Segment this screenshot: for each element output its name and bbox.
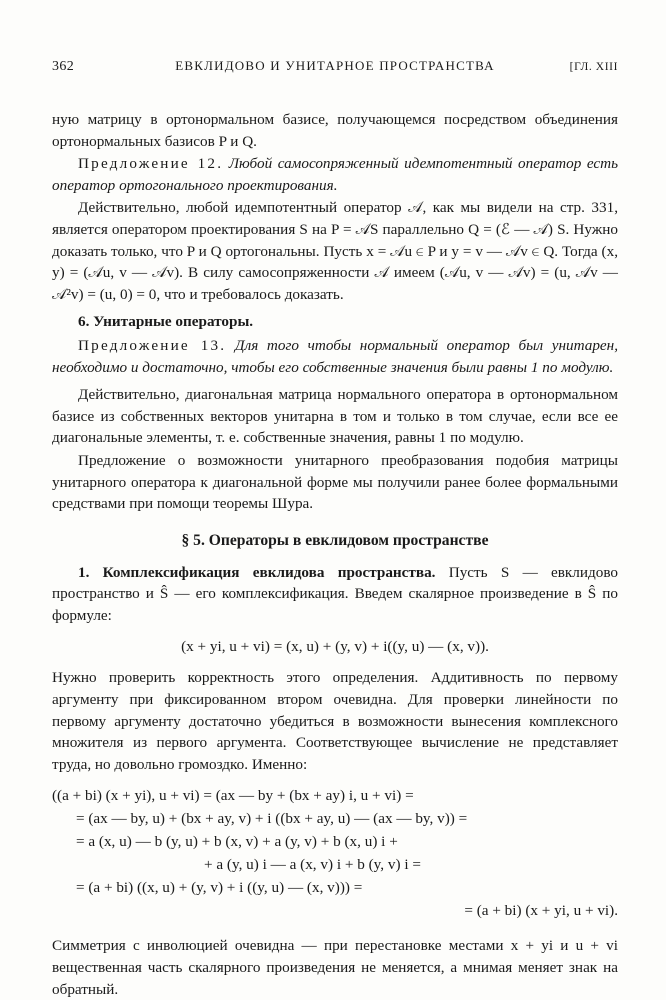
derivation-line-4: + a (y, u) i — a (x, v) i + b (y, v) i = [204, 856, 421, 874]
page-content [52, 58, 618, 1001]
subsection-1-text: Пусть S — евклидово пространство и Ŝ — его комплексификация. Введем скалярное произведение в Ŝ по формуле: [52, 563, 618, 624]
derivation-block [52, 784, 618, 922]
subsection-1-label: 1. Комплексификация евклидова пространства. [78, 563, 436, 581]
derivation-line-3: = a (x, u) — b (y, u) + b (x, v) + a (y, v) + b (x, u) i + [76, 833, 398, 851]
section-title-5: § 5. Операторы в евклидовом пространстве [181, 531, 489, 549]
paragraph-2: Действительно, любой идемпотентный оператор 𝒜, как мы видели на стр. 331, является оператором проектирования S на P = 𝒜S параллельно Q = (ℰ — 𝒜) S. Нужно доказать только, что P и Q ортогональны. Пусть x = 𝒜u ∈ P и y = v — 𝒜v ∈ Q. Тогда (x, y) = (𝒜u, v — 𝒜v). В силу самосопряженности 𝒜 имеем (𝒜u, v — 𝒜v) = (u, 𝒜v — 𝒜²v) = (u, 0) = 0, что и требовалось доказать. [52, 199, 618, 303]
proposition-13-text: Для того чтобы нормальный оператор был унитарен, необходимо и достаточно, чтобы его собственные значения были равны 1 по модулю. [52, 336, 618, 376]
proposition-13-label: Предложение 13. [78, 336, 227, 354]
paragraph-5: Нужно проверить корректность этого определения. Аддитивность по первому аргументу при фиксированном втором очевидна. Для проверки линейности по первому аргументу достаточно убедиться в возможности вынесения комплексного множителя из первого аргумента. Соответствующее вычисление не представляет труда, но довольно громоздко. Именно: [52, 669, 618, 773]
formula-scalar-product: (x + yi, u + vi) = (x, u) + (y, v) + i((y, u) — (x, v)). [181, 638, 489, 656]
derivation-line-2: = (ax — by, u) + (bx + ay, v) + i ((bx + ay, u) — (ax — by, v)) = [76, 810, 468, 828]
paragraph-4: Предложение о возможности унитарного преобразования подобия матрицы унитарного оператора к диагональной форме мы получили ранее более формальными средствами при помощи теоремы Шура. [52, 451, 618, 513]
derivation-line-5: = (a + bi) ((x, u) + (y, v) + i ((y, u) — (x, v))) = [76, 879, 363, 897]
paragraph-6: Симметрия с инволюцией очевидна — при перестановке местами x + yi и u + vi вещественная часть скалярного произведения не меняется, а мнимая меняет знак на обратный. [52, 937, 618, 998]
derivation-line-6: = (a + bi) (x + yi, u + vi). [464, 902, 618, 920]
proposition-12 [52, 153, 618, 196]
proposition-12-label: Предложение 12. [78, 155, 224, 173]
subsection-heading-6: 6. Унитарные операторы. [78, 313, 254, 331]
derivation-line-1: ((a + bi) (x + yi), u + vi) = (ax — by + (bx + ay) i, u + vi) = [52, 787, 414, 805]
paragraph-1: ную матрицу в ортонормальном базисе, получающемся посредством объединения ортонормальных базисов P и Q. [52, 111, 618, 150]
page-number: 362 [52, 59, 75, 74]
paragraph-3: Действительно, диагональная матрица нормального оператора в ортонормальном базисе из собственных векторов унитарна в том и только в том случае, если все ее диагональные элементы, т. е. собственные значения, равны 1 по модулю. [52, 386, 618, 447]
page-header [52, 58, 618, 75]
subsection-1 [52, 562, 618, 627]
running-title: ЕВКЛИДОВО И УНИТАРНОЕ ПРОСТРАНСТВА [175, 58, 495, 73]
proposition-12-text: Любой самосопряженный идемпотентный оператор есть оператор ортогонального проектирования. [52, 155, 619, 194]
proposition-13 [52, 335, 618, 378]
chapter-marker: [ГЛ. XIII [569, 61, 618, 73]
